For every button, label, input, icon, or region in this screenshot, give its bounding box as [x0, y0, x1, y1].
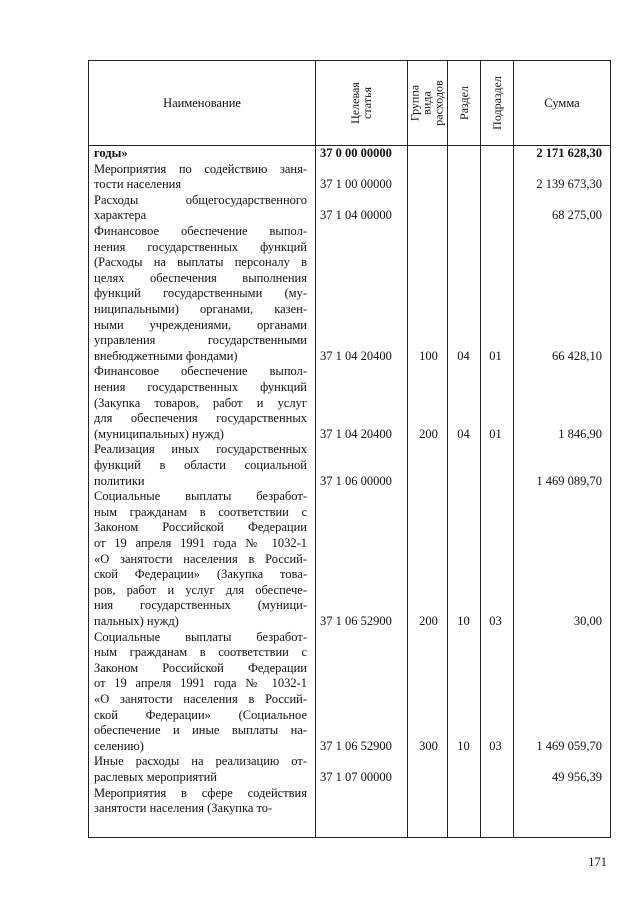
row-sum: 1 846,90 — [558, 426, 602, 441]
row-subsection: 03 — [489, 738, 502, 753]
row-name-line: занятости населения (Закупка то- — [94, 801, 273, 816]
row-name-line: Расходы общегосударственного — [94, 192, 307, 207]
row-group: 200 — [419, 426, 438, 441]
row-name-line: Мероприятия по содействию заня- — [94, 161, 307, 176]
column-divider — [315, 61, 316, 837]
row-name-line: селению) — [94, 738, 144, 753]
row-code: 37 1 04 20400 — [320, 348, 392, 363]
row-name-line: нения государственных функций — [94, 239, 307, 254]
header-subsection: Подраздел — [489, 76, 504, 130]
header-sum: Сумма — [544, 95, 580, 110]
row-name-line: функций в области социальной — [94, 458, 307, 472]
row-sum: 2 171 628,30 — [536, 146, 602, 160]
header-group-cell — [407, 61, 447, 145]
row-sum: 1 469 059,70 — [536, 738, 602, 753]
row-name-line: Законом Российской Федерации — [94, 660, 307, 675]
row-name-line: ния государственных (муници- — [94, 598, 307, 613]
row-subsection: 01 — [489, 426, 502, 441]
row-name-line: (Расходы на выплаты персоналу в — [94, 255, 307, 270]
row-name-line: Законом Российской Федерации — [94, 520, 307, 535]
row-name-line: Мероприятия в сфере содействия — [94, 785, 307, 800]
row-code: 37 0 00 00000 — [320, 146, 392, 160]
row-group: 100 — [419, 348, 438, 363]
row-name-line: ным гражданам в соответствии с — [94, 645, 307, 660]
row-name-line: ской Федерации» (Закупка това- — [94, 567, 307, 582]
row-name-line: функций государственными (му- — [94, 286, 307, 301]
row-name-line: ской Федерации» (Социальное — [94, 707, 307, 722]
row-name-line: ров, работ и услуг для обеспече- — [94, 582, 307, 597]
row-sum: 68 275,00 — [552, 208, 602, 223]
row-code: 37 1 07 00000 — [320, 770, 392, 784]
row-code: 37 1 06 00000 — [320, 473, 392, 488]
header-name: Наименование — [163, 95, 241, 110]
column-divider — [480, 61, 481, 837]
row-name-line: (муниципальных) нужд) — [94, 426, 224, 441]
row-sum: 2 139 673,30 — [536, 177, 602, 192]
row-name-line: тости населения — [94, 177, 182, 192]
row-name-line: раслевых мероприятий — [94, 770, 217, 784]
row-name-line: Иные расходы на реализацию от- — [94, 754, 307, 769]
row-section: 10 — [457, 738, 470, 753]
row-name-line: от 19 апреля 1991 года № 1032-1 — [94, 536, 307, 550]
column-divider — [447, 61, 448, 837]
row-section: 04 — [457, 348, 470, 363]
row-code: 37 1 04 20400 — [320, 426, 392, 441]
row-code: 37 1 04 00000 — [320, 208, 392, 223]
header-section: Раздел — [456, 86, 471, 120]
row-group: 300 — [419, 738, 438, 753]
row-name-line: ными учреждениями, органами — [94, 317, 307, 332]
row-name-line: ниципальными) органами, казен- — [94, 302, 307, 316]
row-name-line: от 19 апреля 1991 года № 1032-1 — [94, 676, 307, 691]
row-name-line: политики — [94, 473, 145, 488]
header-code-cell — [315, 61, 407, 145]
row-section: 04 — [457, 426, 470, 441]
row-name-line: ным гражданам в соответствии с — [94, 504, 307, 519]
row-code: 37 1 06 52900 — [320, 738, 392, 753]
row-subsection: 03 — [489, 614, 502, 628]
row-group: 200 — [419, 614, 438, 628]
row-code: 37 1 00 00000 — [320, 177, 392, 192]
row-name-line: Реализация иных государственных — [94, 442, 307, 457]
row-name-line: характера — [94, 208, 147, 223]
row-name-line: обеспечение и иные выплаты на- — [94, 723, 307, 738]
header-subsection-cell — [480, 61, 513, 145]
row-sum: 49 956,39 — [552, 770, 602, 784]
header-code: Целевая статья — [348, 82, 374, 124]
row-name-line: годы» — [94, 146, 128, 160]
row-name-line: Социальные выплаты безработ- — [94, 489, 307, 504]
row-subsection: 01 — [489, 348, 502, 363]
row-name-line: пальных) нужд) — [94, 614, 179, 628]
row-sum: 66 428,10 — [552, 348, 602, 363]
row-sum: 30,00 — [573, 614, 602, 628]
row-name-line: для обеспечения государственных — [94, 411, 307, 426]
header-section-cell — [447, 61, 480, 145]
row-section: 10 — [457, 614, 470, 628]
row-name-line: Финансовое обеспечение выпол- — [94, 364, 307, 379]
row-name-line: (Закупка товаров, работ и услуг — [94, 395, 307, 410]
row-name-line: нения государственных функций — [94, 380, 307, 394]
page-number: 171 — [588, 855, 607, 869]
row-sum: 1 469 089,70 — [536, 473, 602, 488]
row-code: 37 1 06 52900 — [320, 614, 392, 628]
row-name-line: Финансовое обеспечение выпол- — [94, 224, 307, 238]
row-name-line: «О занятости населения в Россий- — [94, 692, 307, 706]
row-name-line: целях обеспечения выполнения — [94, 270, 307, 285]
header-group: Группа вида расходов — [408, 80, 446, 126]
row-name-line: «О занятости населения в Россий- — [94, 551, 307, 566]
row-name-line: управления государственными — [94, 333, 307, 348]
row-name-line: Социальные выплаты безработ- — [94, 629, 307, 644]
row-name-line: внебюджетными фондами) — [94, 348, 238, 363]
